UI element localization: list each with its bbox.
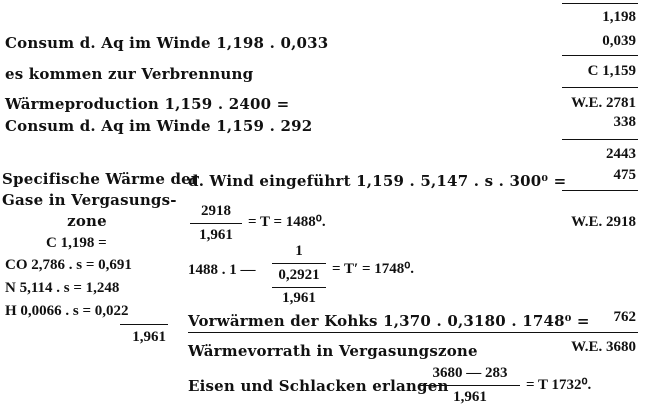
n-line: N 5,114 . s = 1,248 <box>5 280 120 296</box>
f2-denominator: 1,961 <box>282 290 316 306</box>
rule-left-sum <box>120 324 168 325</box>
rule-3 <box>562 87 638 88</box>
line-vorwaermen: Vorwärmen der Kohks 1,370 . 0,3180 . 1748⁰ = <box>188 312 590 330</box>
co-line: CO 2,786 . s = 0,691 <box>5 257 132 273</box>
value-475: 475 <box>613 167 636 183</box>
f2-inner-bar <box>272 287 326 288</box>
line-eisen-schlacken: Eisen und Schlacken erlangen <box>188 377 449 395</box>
spec-heat-title-1: Specifische Wärme der <box>2 170 200 188</box>
carbon-line: C 1,198 = <box>46 235 107 251</box>
f3-fraction-bar <box>420 385 520 386</box>
spec-heat-title-3: zone <box>67 212 107 230</box>
rule-5 <box>562 190 638 191</box>
f1-numerator: 2918 <box>201 203 231 219</box>
line-consum-aq-1: Consum d. Aq im Winde 1,198 . 0,033 <box>5 34 329 52</box>
rule-6 <box>188 332 638 333</box>
f2-numerator: 1 <box>295 243 303 259</box>
line-consum-aq-2: Consum d. Aq im Winde 1,159 . 292 <box>5 117 313 135</box>
value-0039: 0,039 <box>602 33 636 49</box>
value-338: 338 <box>613 114 636 130</box>
f2-fraction-bar <box>272 263 326 264</box>
rule-4 <box>562 139 638 140</box>
value-762: 762 <box>613 309 636 325</box>
f3-denominator: 1,961 <box>453 389 487 405</box>
line-waermeproduction: Wärmeproduction 1,159 . 2400 = <box>5 95 290 113</box>
f3-numerator: 3680 — 283 <box>432 365 508 381</box>
value-we2918: W.E. 2918 <box>571 214 636 230</box>
value-1198: 1,198 <box>602 9 636 25</box>
f2-result: = T′ = 1748⁰. <box>332 261 415 277</box>
rule-top <box>562 3 638 4</box>
f2-prefix: 1488 . 1 — <box>188 262 256 278</box>
f1-result: = T = 1488⁰. <box>248 214 326 230</box>
f3-result: = T 1732⁰. <box>526 377 592 393</box>
value-we3680: W.E. 3680 <box>571 339 636 355</box>
f2-middle: 0,2921 <box>278 267 320 283</box>
h-line: H 0,0066 . s = 0,022 <box>5 303 129 319</box>
line-waermevorrath: Wärmevorrath in Vergasungszone <box>188 342 478 360</box>
value-c1159: C 1,159 <box>587 63 636 79</box>
value-2443: 2443 <box>606 146 636 162</box>
value-we2781: W.E. 2781 <box>571 95 636 111</box>
left-sum-value: 1,961 <box>132 329 166 345</box>
f1-denominator: 1,961 <box>199 227 233 243</box>
line-verbrennung: es kommen zur Verbrennung <box>5 65 254 83</box>
spec-heat-title-2: Gase in Vergasungs- <box>2 191 177 209</box>
f1-fraction-bar <box>190 223 242 224</box>
rule-2 <box>562 55 638 56</box>
line-wind-eingefuehrt: d. Wind eingeführt 1,159 . 5,147 . s . 300⁰ = <box>188 172 567 190</box>
